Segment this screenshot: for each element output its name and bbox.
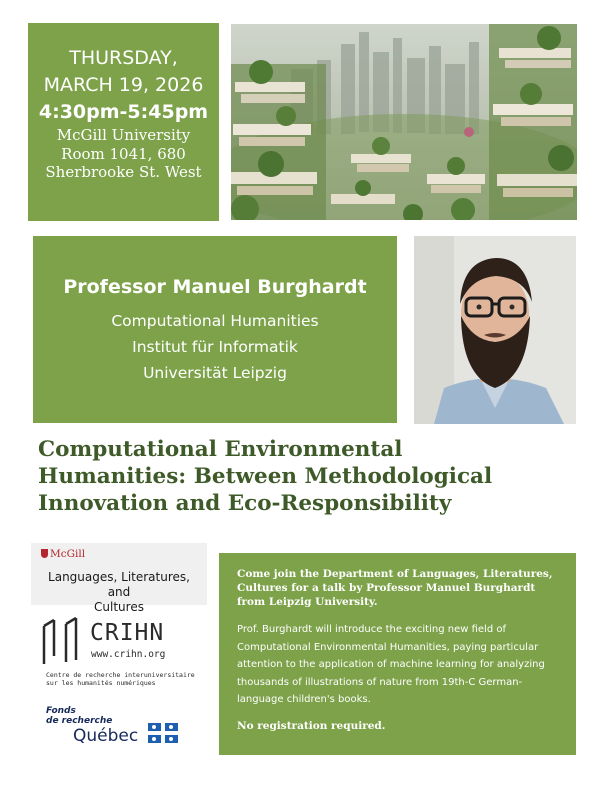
- department-name: Languages, Literatures, and Cultures: [48, 570, 190, 614]
- crihn-url: www.crihn.org: [91, 649, 166, 660]
- crihn-name: CRIHN: [90, 620, 165, 646]
- venue-line: Sherbrooke St. West: [45, 163, 202, 181]
- venue-line: McGill University: [56, 126, 191, 144]
- speaker-affiliation: Computational Humanities: [111, 312, 319, 330]
- mcgill-logo: [31, 543, 207, 614]
- registration-note: No registration required.: [237, 719, 386, 732]
- mcgill-wordmark: McGill: [41, 548, 85, 560]
- mcgill-shield-icon: [41, 549, 48, 558]
- talk-title: [38, 436, 583, 517]
- crihn-description: Centre de recherche interuniversitaire sur les humanités numériques: [46, 671, 195, 687]
- frq-small-text: Fonds de recherche: [46, 706, 113, 726]
- event-date: MARCH 19, 2026: [43, 74, 204, 96]
- invitation-text: Come join the Department of Languages, Literatures, Cultures for a talk by Professor Manuel Burghardt from Leipzig University.: [237, 568, 553, 608]
- frq-quebec-text: Québec: [73, 726, 139, 746]
- crihn-logo: [40, 614, 210, 694]
- venue-line: Room 1041, 680: [61, 144, 186, 163]
- crihn-bars-icon: [40, 616, 86, 666]
- talk-title-line: Innovation and Eco-Responsibility: [38, 491, 452, 516]
- talk-description: Prof. Burghardt will introduce the exciting new field of Computational Environmental Humanities, paying particular attention to the application of machine learning for analyzing thousands of illustrations of nature from 19th-C German-language children's books.: [237, 624, 545, 705]
- speaker-name: Professor Manuel Burghardt: [63, 276, 367, 298]
- speaker-affiliation: Universität Leipzig: [143, 364, 287, 382]
- city-books-illustration: [231, 24, 577, 220]
- frq-logo: [46, 706, 186, 746]
- event-time: 4:30pm-5:45pm: [38, 101, 209, 123]
- speaker-affiliation: Institut für Informatik: [132, 338, 298, 356]
- speaker-box: [33, 236, 397, 423]
- event-info-box: [28, 23, 219, 221]
- quebec-flag-icon: [148, 723, 178, 743]
- description-box: [219, 553, 576, 755]
- talk-title-line: Humanities: Between Methodological: [38, 464, 493, 489]
- portrait-graphic: [414, 236, 576, 424]
- event-day: THURSDAY,: [69, 47, 178, 69]
- speaker-portrait: [414, 236, 576, 424]
- illustration-graphic: [231, 24, 577, 220]
- talk-title-line: Computational Environmental: [38, 437, 403, 462]
